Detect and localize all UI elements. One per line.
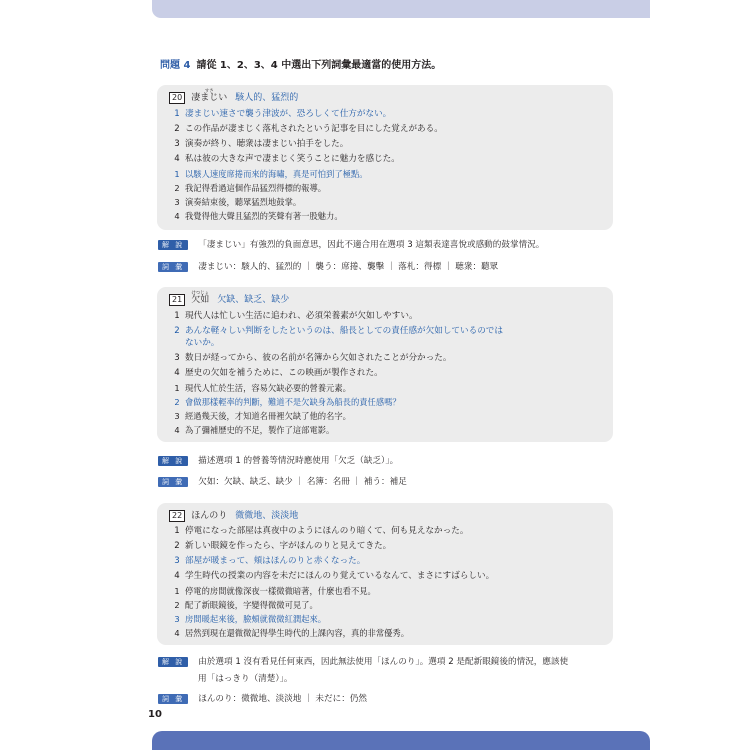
page-number: 10 (148, 709, 162, 720)
option-jp: 3 数日が経ってから、彼の名前が名簿から欠如されたことが分かった。 (174, 353, 452, 363)
option-zh: 1 以駭人速度席捲而來的海嘯，真是可怕到了極點。 (174, 169, 368, 179)
term-meaning: 微微地、淡淡地 (235, 511, 299, 521)
term: ほんのり (191, 511, 228, 521)
explanation-tag: 解 說 (158, 240, 188, 250)
option-zh: 3 演奏結束後，聽眾猛烈地鼓掌。 (174, 197, 302, 207)
question-card-21 (157, 287, 613, 442)
option-zh: 1 現代人忙於生活，容易欠缺必要的營養元素。 (174, 383, 351, 393)
option-zh: 2 會做那樣輕率的判斷，難道不是欠缺身為船長的責任感嗎？ (174, 397, 401, 407)
question-set-label: 問題 4 (160, 60, 191, 71)
bottom-footer-bar (152, 731, 650, 750)
option-zh: 3 房間暖起來後，臉頰就微微紅潤起來。 (174, 614, 327, 624)
option-zh: 4 我覺得他大聲且猛烈的笑聲有著一股魅力。 (174, 211, 343, 221)
question-number: 22 (169, 510, 185, 522)
vocab-20: 詞 彙 凄まじい：駭人的、猛烈的 ｜ 襲う：席捲、襲擊 ｜ 落札：得標 ｜ 聴衆：聽眾 (158, 261, 498, 273)
term: けつじょ 欠如 (191, 294, 209, 306)
question-set-instructions: 請從 1、2、3、4 中選出下列詞彙最適當的使用方法。 (196, 60, 442, 71)
option-zh: 1 停電的房間就像深夜一樣微微暗著，什麼也看不見。 (174, 586, 376, 596)
option-jp: 4 学生時代の授業の内容を未だにほんのり覚えているなんて、まさにすばらしい。 (174, 571, 495, 581)
question-title (169, 89, 299, 104)
option-zh: 3 經過幾天後，才知道名冊裡欠缺了他的名字。 (174, 411, 351, 421)
explanation-20: 解 說 「凄まじい」有強烈的負面意思，因此不適合用在選項 3 這類表達喜悅或感動的鼓掌情況。 (158, 239, 544, 251)
question-card-22 (157, 503, 613, 645)
term-furigana: けつじょ (191, 291, 210, 296)
term-meaning: 駭人的、猛烈的 (235, 93, 299, 103)
option-jp: 1 停電になった部屋は真夜中のようにほんのり暗くて、何も見えなかった。 (174, 526, 469, 536)
section-heading (160, 56, 441, 71)
term-meaning: 欠缺、缺乏、缺少 (217, 295, 290, 305)
explanation-22: 解 說 由於選項 1 沒有看見任何東西，因此無法使用「ほんのり」。選項 2 是配新眼鏡後的情況，應該使 (158, 656, 568, 668)
option-zh: 2 我記得看過這個作品猛烈得標的報導。 (174, 183, 327, 193)
vocab-21: 詞 彙 欠如：欠缺、缺乏、缺少 ｜ 名簿：名冊 ｜ 補う：補足 (158, 476, 407, 488)
option-jp: 1 凄まじい速さで襲う津波が、恐ろしくて仕方がない。 (174, 109, 392, 119)
term: すさ 凄まじい (191, 92, 227, 104)
option-jp: 2 この作品が凄まじく落札されたという記事を目にした覚えがある。 (174, 124, 443, 134)
question-number: 20 (169, 92, 185, 104)
vocab-tag: 詞 彙 (158, 477, 188, 487)
option-jp: 1 現代人は忙しい生活に追われ、必須栄養素が欠如しやすい。 (174, 311, 418, 321)
option-jp: 4 私は彼の大きな声で凄まじく笑うことに魅力を感じた。 (174, 154, 400, 164)
option-zh: 4 居然到現在還微微記得學生時代的上課內容，真的非常優秀。 (174, 628, 410, 638)
option-jp: 3 部屋が暖まって、頬はほんのりと赤くなった。 (174, 556, 366, 566)
explanation-tag: 解 說 (158, 456, 188, 466)
vocab-tag: 詞 彙 (158, 262, 188, 272)
option-jp: 2 あんな軽々しい判断をしたというのは、船長としての責任感が欠如しているのでは (174, 326, 503, 336)
option-jp: 3 演奏が終り、聴衆は凄まじい拍手をした。 (174, 139, 349, 149)
question-title (169, 291, 290, 306)
question-card-20 (157, 85, 613, 230)
option-zh: 2 配了新眼鏡後，字變得微微可見了。 (174, 600, 318, 610)
option-jp: ないか。 (185, 338, 220, 348)
term-furigana: すさ (204, 89, 214, 94)
explanation-tag: 解 說 (158, 657, 188, 667)
vocab-22: 詞 彙 ほんのり：微微地、淡淡地 ｜ 未だに：仍然 (158, 693, 367, 705)
vocab-tag: 詞 彙 (158, 694, 188, 704)
option-zh: 4 為了彌補歷史的不足，製作了這部電影。 (174, 425, 335, 435)
explanation-22-cont: 用「はっきり（清楚）」。 (198, 674, 293, 684)
question-number: 21 (169, 294, 185, 306)
explanation-21: 解 說 描述選項 1 的營養等情況時應使用「欠乏（缺乏）」。 (158, 455, 398, 467)
top-header-bar (152, 0, 650, 18)
option-jp: 2 新しい眼鏡を作ったら、字がほんのりと見えてきた。 (174, 541, 392, 551)
option-jp: 4 歴史の欠如を補うために、この映画が製作された。 (174, 368, 383, 378)
question-title (169, 510, 298, 522)
